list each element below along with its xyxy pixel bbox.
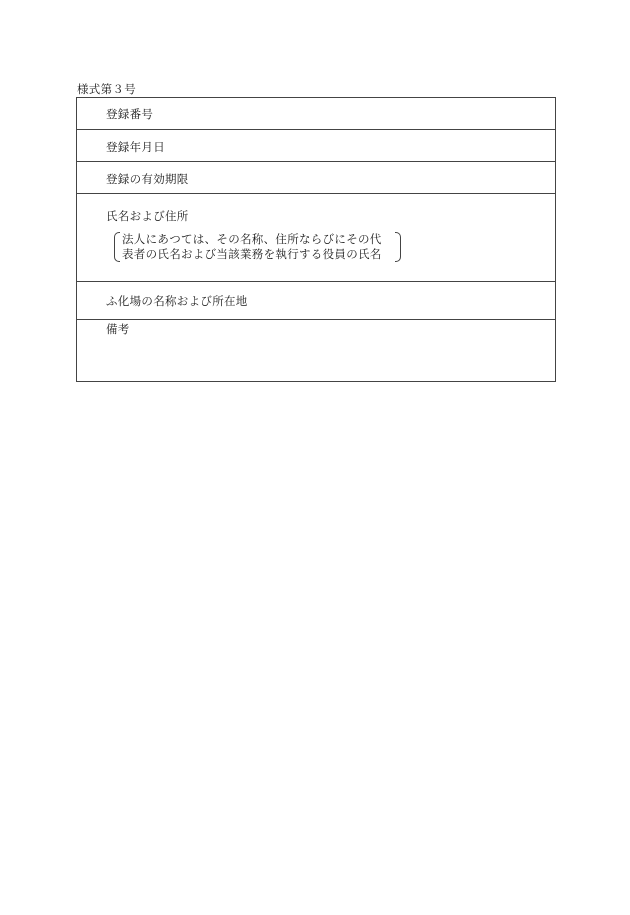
- row-remarks: [77, 319, 555, 381]
- row-name-and-address: [77, 193, 555, 281]
- form-number: 様式第３号: [77, 82, 136, 96]
- row-validity-period: [77, 161, 555, 193]
- corporation-note-line-2: 表者の氏名および当該業務を執行する役員の氏名: [122, 247, 382, 261]
- right-bracket: [395, 232, 401, 262]
- hatchery-label: ふ化場の名称および所在地: [106, 294, 248, 308]
- row-registration-date: [77, 129, 555, 161]
- corporation-note: [114, 232, 401, 264]
- registration-date-label: 登録年月日: [106, 140, 165, 154]
- remarks-label: 備考: [106, 322, 130, 336]
- registration-form-table: [76, 97, 556, 382]
- registration-number-label: 登録番号: [106, 107, 154, 121]
- validity-period-label: 登録の有効期限: [106, 172, 189, 186]
- left-bracket: [114, 232, 120, 262]
- name-and-address-label: 氏名および住所: [106, 209, 189, 223]
- row-hatchery: [77, 281, 555, 319]
- corporation-note-line-1: 法人にあつては、その名称、住所ならびにその代: [122, 232, 382, 246]
- row-registration-number: [77, 98, 555, 129]
